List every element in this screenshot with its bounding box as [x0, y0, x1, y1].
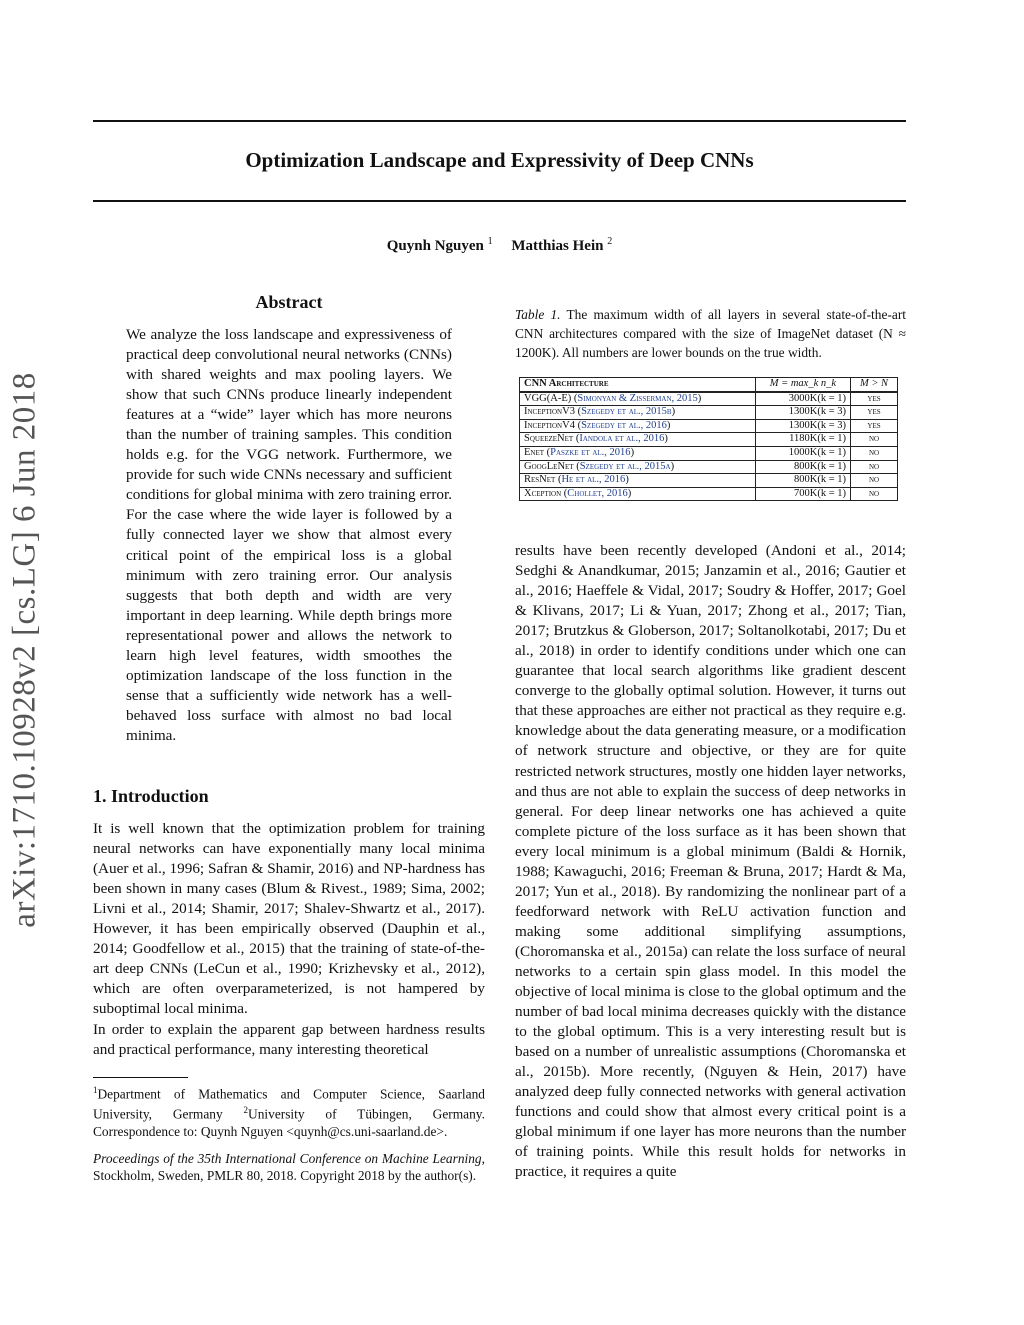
architecture-cell: SqueezeNet (Iandola et al., 2016) [520, 433, 756, 447]
architecture-name: VGG(A-E) [524, 392, 572, 404]
table-row [520, 487, 898, 501]
max-width-cell: 700K(k = 1) [755, 487, 850, 501]
max-width-cell: 800K(k = 1) [755, 460, 850, 474]
intro-paragraph-2: In order to explain the apparent gap between hardness results and practical performance, many interesting theoretical [93, 1021, 485, 1059]
architecture-citation[interactable]: Simonyan & Zisserman, 2015 [577, 392, 698, 404]
table-row [520, 433, 898, 447]
title-bottom-rule [93, 200, 906, 202]
table-caption-label: Table 1. [515, 307, 561, 322]
table-row [520, 460, 898, 474]
architecture-name: Xception [524, 487, 562, 499]
table-caption [515, 305, 906, 362]
abstract-text: We analyze the loss landscape and expressiveness of practical deep convolutional neural networks (CNNs) with shared weights and max pooling layers. We show that such CNNs produce linearly independent features at a “wide” layer which has more neurons than the number of training samples. This condition holds e.g. for the VGG network. Furthermore, we provide for such wide CNNs necessary and sufficient conditions for global minima with zero training error. For the case where the wide layer is followed by a fully connected layer we show that almost every critical point of the empirical loss is a global minimum with zero training error. Our analysis suggests that both depth and width are very important in deep learning. While depth brings more representational power and allows the network to learn high level features, width smoothes the optimization landscape of the loss function in the sense that a sufficiently wide network has a well-behaved loss surface with almost no bad local minima. [126, 326, 452, 744]
architecture-cell: VGG(A-E) (Simonyan & Zisserman, 2015) [520, 392, 756, 406]
proceedings-note [93, 1150, 485, 1184]
comparison-cell: no [851, 487, 898, 501]
comparison-cell: yes [851, 406, 898, 420]
comparison-cell: no [851, 460, 898, 474]
author-affil: 1 [487, 236, 493, 247]
author-list [93, 236, 906, 255]
section-heading-introduction: 1. Introduction [93, 786, 209, 806]
architecture-citation[interactable]: He et al., 2016 [561, 474, 626, 486]
architecture-cell: GoogLeNet (Szegedy et al., 2015a) [520, 460, 756, 474]
max-width-cell: 1180K(k = 1) [755, 433, 850, 447]
footnote-marker: 1 [93, 1085, 98, 1095]
table-row [520, 446, 898, 460]
abstract-heading: Abstract [255, 292, 323, 312]
architecture-citation[interactable]: Szegedy et al., 2015b [581, 406, 672, 418]
proceedings-details: , Stockholm, Sweden, PMLR 80, 2018. Copyright 2018 by the author(s). [93, 1151, 485, 1183]
table-row [520, 419, 898, 433]
author-affil: 2 [607, 236, 613, 247]
table-caption-text: The maximum width of all layers in several state-of-the-art CNN architectures compared with the size of ImageNet dataset (N ≈ 1200K). All numbers are lower bounds on the true width. [515, 307, 906, 360]
architecture-citation[interactable]: Paszke et al., 2016 [550, 446, 631, 458]
title-top-rule [93, 120, 906, 122]
arxiv-stamp [5, 370, 45, 930]
table-row [520, 474, 898, 488]
footnote-text-2: University of Tübingen, Germany. Correspondence to: Quynh Nguyen <quynh@cs.uni-saarland.de>. [93, 1106, 485, 1139]
architecture-citation[interactable]: Szegedy et al., 2016 [581, 419, 667, 431]
architecture-name: GoogLeNet [524, 460, 574, 472]
architecture-name: Enet [524, 446, 545, 458]
table-header-row [520, 378, 898, 392]
architecture-cell: Xception (Chollet, 2016) [520, 487, 756, 501]
comparison-cell: no [851, 433, 898, 447]
table-header-max-width: M = max_k n_k [755, 378, 850, 392]
architecture-cell: InceptionV4 (Szegedy et al., 2016) [520, 419, 756, 433]
table-header-architecture: CNN Architecture [520, 378, 756, 392]
table-row [520, 406, 898, 420]
architecture-name: SqueezeNet [524, 433, 574, 445]
architecture-name: InceptionV3 [524, 406, 575, 418]
comparison-cell: yes [851, 392, 898, 406]
intro-paragraph-1: It is well known that the optimization problem for training neural networks can have exponentially many local minima (Auer et al., 1996; Safran & Shamir, 2016) and NP-hardness has been shown in many cases (Blum & Rivest., 1989; Sima, 2002; Livni et al., 2014; Shamir, 2017; Shalev-Shwartz et al., 2017). However, it has been empirically observed (Dauphin et al., 2014; Goodfellow et al., 2015) that the training of state-of-the-art deep CNNs (LeCun et al., 1990; Krizhevsky et al., 2012), which are often overparameterized, is not hampered by suboptimal local minima. [93, 820, 485, 1018]
footnote-text-1: Department of Mathematics and Computer Science, Saarland University, Germany [93, 1086, 485, 1122]
comparison-cell: no [851, 474, 898, 488]
table-header-comparison: M > N [851, 378, 898, 392]
max-width-cell: 800K(k = 1) [755, 474, 850, 488]
author-name: Matthias Hein [511, 238, 604, 254]
max-width-cell: 1000K(k = 1) [755, 446, 850, 460]
author-name: Quynh Nguyen [386, 238, 484, 254]
max-width-cell: 1300K(k = 3) [755, 419, 850, 433]
arxiv-stamp-text: arXiv:1710.10928v2 [cs.LG] 6 Jun 2018 [6, 372, 43, 928]
paper-title: Optimization Landscape and Expressivity of Deep CNNs [245, 148, 754, 172]
comparison-cell: no [851, 446, 898, 460]
comparison-cell: yes [851, 419, 898, 433]
architecture-name: ResNet [524, 474, 556, 486]
footnote-rule [93, 1077, 188, 1078]
architecture-cell: ResNet (He et al., 2016) [520, 474, 756, 488]
architecture-cell: Enet (Paszke et al., 2016) [520, 446, 756, 460]
architecture-cell: InceptionV3 (Szegedy et al., 2015b) [520, 406, 756, 420]
architecture-citation[interactable]: Szegedy et al., 2015a [579, 460, 671, 472]
architecture-citation[interactable]: Chollet, 2016 [567, 487, 628, 499]
affiliation-footnote [93, 1082, 485, 1140]
architecture-citation[interactable]: Iandola et al., 2016 [579, 433, 665, 445]
cnn-width-table [519, 377, 898, 501]
footnote-marker: 2 [243, 1105, 249, 1116]
right-column-text: results have been recently developed (Andoni et al., 2014; Sedghi & Anandkumar, 2015; Janzamin et al., 2016; Gautier et al., 2016; Haeffele & Vidal, 2017; Soudry & Hoffer, 2017; Goel & Klivans, 2017; Li & Yuan, 2017; Zhong et al., 2017; Tian, 2017; Brutzkus & Globerson, 2017; Soltanolkotabi, 2017; Du et al., 2018) in order to identify conditions under which one can guarantee that local search algorithms like gradient descent converge to the globally optimal solution. However, it turns out that these approaches are either not practical as they require e.g. knowledge about the data generating measure, or a modification of network structure and objective, or they are for quite restricted network structures, mostly one hidden layer networks, and thus are not able to explain the success of deep networks in general. For deep linear networks one has achieved a quite complete picture of the loss surface as it has been shown that every local minimum is a global minimum (Baldi & Hornik, 1988; Kawaguchi, 2016; Freeman & Bruna, 2017; Hardt & Ma, 2017; Yun et al., 2018). By randomizing the nonlinear part of a feedforward network with ReLU activation function and making some additional simplifying assumptions, (Choromanska et al., 2015a) can relate the loss surface of neural networks to a certain spin glass model. In this model the objective of local minima is close to the global optimum and the number of bad local minima decreases quickly with the distance to the global optimum. This is a very interesting result but is based on a number of unrealistic assumptions (Choromanska et al., 2015b). More recently, (Nguyen & Hein, 2017) have analyzed deep fully connected networks with general activation functions and could show that almost every critical point is a global minimum if one layer has more neurons than the number of training points. While this result holds for networks in practice, it requires a quite [515, 542, 906, 1181]
table-row [520, 392, 898, 406]
proceedings-venue: Proceedings of the 35th International Conference on Machine Learning [93, 1151, 482, 1166]
max-width-cell: 3000K(k = 1) [755, 392, 850, 406]
architecture-name: InceptionV4 [524, 419, 575, 431]
max-width-cell: 1300K(k = 3) [755, 406, 850, 420]
